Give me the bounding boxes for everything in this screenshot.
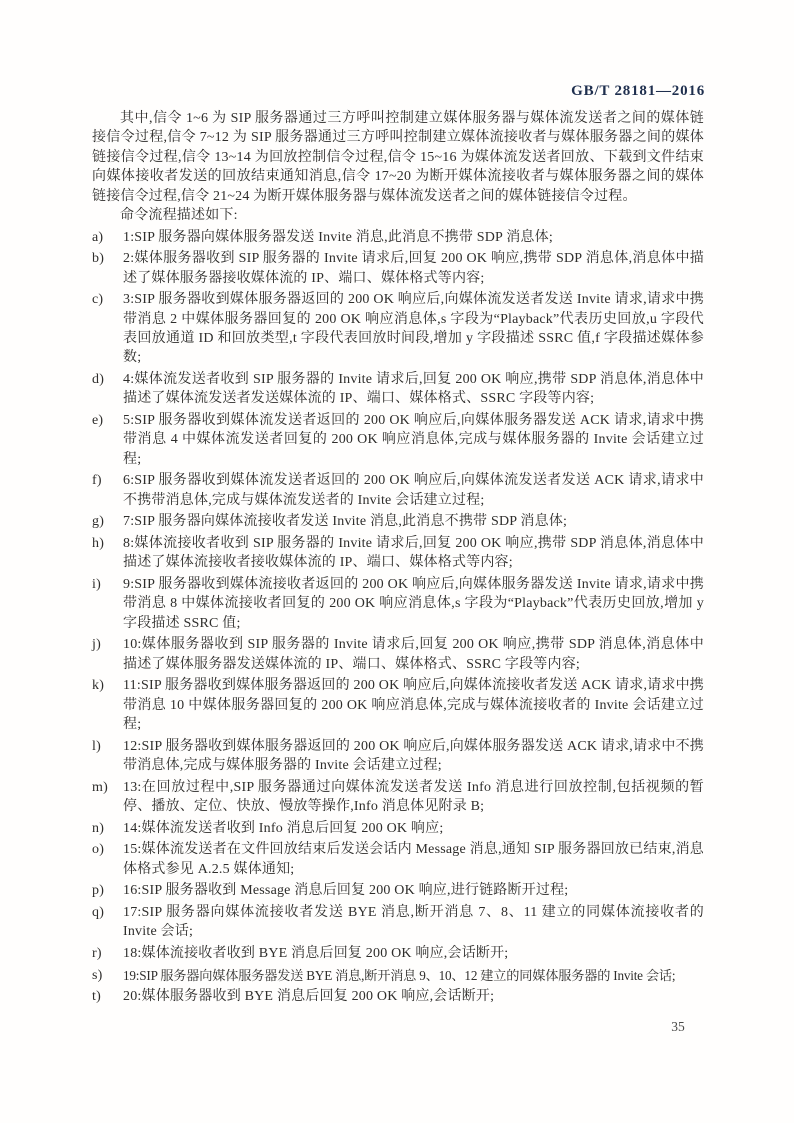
list-item-text: 10:媒体服务器收到 SIP 服务器的 Invite 请求后,回复 200 OK 响应,携带 SDP 消息体,消息体中描述了媒体服务器发送媒体流的 IP、端口、媒体格式、SSRC 字段等内容; [123, 637, 704, 672]
list-item-text: 20:媒体服务器收到 BYE 消息后回复 200 OK 响应,会话断开; [123, 989, 495, 1005]
command-flow-list [92, 228, 704, 1007]
list-item-text: 5:SIP 服务器收到媒体流发送者返回的 200 OK 响应后,向媒体服务器发送 ACK 请求,请求中携带消息 4 中媒体流发送者回复的 200 OK 响应消息体,完成与媒体服务器的 Invite 会话建立过程; [123, 413, 704, 467]
list-item-label: h) [92, 536, 105, 552]
list-item-label: r) [92, 946, 102, 962]
list-item-text: 9:SIP 服务器收到媒体流接收者返回的 200 OK 响应后,向媒体服务器发送 Invite 请求,请求中携带消息 8 中媒体流接收者回复的 200 OK 响应消息体,s 字段为“Playback”代表历史回放,增加 y 字段描述 SSRC 值; [123, 577, 704, 631]
list-item [92, 840, 704, 879]
intro-paragraph: 其中,信令 1~6 为 SIP 服务器通过三方呼叫控制建立媒体服务器与媒体流发送者之间的媒体链接信令过程,信令 7~12 为 SIP 服务器通过三方呼叫控制建立媒体流接收者与媒体服务器之间的媒体链接信令过程,信令 13~14 为回放控制信令过程,信令 15~16 为媒体流发送者回放、下载到文件结束向媒体接收者发送的回放结束通知消息,信令 17~20 为断开媒体流接收者与媒体服务器之间的媒体链接信令过程,信令 21~24 为断开媒体服务器与媒体流发送者之间的媒体链接信令过程。 [92, 111, 704, 204]
list-item-label: c) [92, 292, 104, 308]
list-item-label: q) [92, 905, 105, 921]
list-item-label: e) [92, 413, 104, 429]
list-item-label: s) [92, 967, 103, 983]
list-item-text: 17:SIP 服务器向媒体流接收者发送 BYE 消息,断开消息 7、8、11 建立的同媒体流接收者的 Invite 会话; [123, 905, 704, 940]
list-item [92, 966, 704, 985]
list-item-text: 7:SIP 服务器向媒体流接收者发送 Invite 消息,此消息不携带 SDP 消息体; [123, 514, 568, 530]
list-item [92, 534, 704, 573]
list-item [92, 778, 704, 817]
list-item-text: 14:媒体流发送者收到 Info 消息后回复 200 OK 响应; [123, 820, 444, 836]
list-item-text: 11:SIP 服务器收到媒体服务器返回的 200 OK 响应后,向媒体流接收者发送 ACK 请求,请求中携带消息 10 中媒体服务器回复的 200 OK 响应消息体,完成与媒体流接收者的 Invite 会话建立过程; [123, 678, 704, 733]
list-item-label: i) [92, 577, 101, 593]
list-item [92, 370, 704, 409]
list-item-text: 16:SIP 服务器收到 Message 消息后回复 200 OK 响应,进行链路断开过程; [123, 883, 569, 899]
list-item-text: 13:在回放过程中,SIP 服务器通过向媒体流发送者发送 Info 消息进行回放控制,包括视频的暂停、播放、定位、快放、慢放等操作,Info 消息体见附录 B; [123, 779, 704, 815]
list-item-label: o) [92, 842, 105, 858]
list-item-label: l) [92, 738, 101, 754]
list-item [92, 249, 704, 288]
list-item-text: 15:媒体流发送者在文件回放结束后发送会话内 Message 消息,通知 SIP 服务器回放已结束,消息体格式参见 A.2.5 媒体通知; [123, 842, 704, 877]
list-item-text: 12:SIP 服务器收到媒体服务器返回的 200 OK 响应后,向媒体服务器发送 ACK 请求,请求中不携带消息体,完成与媒体服务器的 Invite 会话建立过程; [123, 738, 704, 774]
list-item-label: d) [92, 372, 105, 388]
list-intro: 命令流程描述如下: [120, 208, 238, 224]
list-item-text: 8:媒体流接收者收到 SIP 服务器的 Invite 请求后,回复 200 OK 响应,携带 SDP 消息体,消息体中描述了媒体流接收者接收媒体流的 IP、端口、媒体格式等内容; [123, 536, 704, 571]
list-item [92, 512, 704, 531]
standard-number-header: GB/T 28181—2016 [571, 83, 705, 99]
list-item [92, 737, 704, 776]
list-item-text: 3:SIP 服务器收到媒体服务器返回的 200 OK 响应后,向媒体流发送者发送 Invite 请求,请求中携带消息 2 中媒体服务器回复的 200 OK 响应消息体,s 字段为“Playback”代表历史回放,u 字段代表回放通道 ID 和回放类型,t 字段代表回放时间段,增加 y 字段描述 SSRC 值,f 字段描述媒体参数; [123, 292, 704, 366]
list-item [92, 903, 704, 942]
list-item-label: p) [92, 883, 105, 899]
list-item [92, 944, 704, 963]
list-item-text: 2:媒体服务器收到 SIP 服务器的 Invite 请求后,回复 200 OK 响应,携带 SDP 消息体,消息体中描述了媒体服务器接收媒体流的 IP、端口、媒体格式等内容; [123, 251, 704, 286]
list-item [92, 881, 704, 900]
list-item-label: f) [92, 473, 102, 489]
list-item-text: 6:SIP 服务器收到媒体流发送者返回的 200 OK 响应后,向媒体流发送者发送 ACK 请求,请求中不携带消息体,完成与媒体流发送者的 Invite 会话建立过程; [123, 473, 704, 508]
list-item [92, 819, 704, 838]
list-item-label: k) [92, 678, 105, 694]
list-item [92, 635, 704, 674]
list-item [92, 987, 704, 1006]
page-content [92, 109, 704, 1007]
list-item-label: t) [92, 989, 101, 1005]
list-item-label: n) [92, 820, 105, 836]
list-item [92, 411, 704, 469]
list-item-text: 1:SIP 服务器向媒体服务器发送 Invite 消息,此消息不携带 SDP 消息体; [123, 229, 553, 245]
list-item-label: g) [92, 514, 105, 530]
list-item-text: 19:SIP 服务器向媒体服务器发送 BYE 消息,断开消息 9、10、12 建立的同媒体服务器的 Invite 会话; [123, 967, 676, 983]
list-item [92, 228, 704, 247]
list-item-text: 4:媒体流发送者收到 SIP 服务器的 Invite 请求后,回复 200 OK 响应,携带 SDP 消息体,消息体中描述了媒体流发送者发送媒体流的 IP、端口、媒体格式、SSRC 字段等内容; [123, 372, 704, 407]
list-item [92, 290, 704, 368]
page-number: 35 [671, 1019, 685, 1034]
list-item [92, 676, 704, 734]
list-item-label: j) [92, 637, 101, 653]
list-item-text: 18:媒体流接收者收到 BYE 消息后回复 200 OK 响应,会话断开; [123, 946, 509, 962]
list-item-label: b) [92, 251, 105, 267]
list-item-label: m) [92, 779, 108, 795]
list-item [92, 575, 704, 633]
list-item [92, 471, 704, 510]
list-item-label: a) [92, 229, 104, 245]
